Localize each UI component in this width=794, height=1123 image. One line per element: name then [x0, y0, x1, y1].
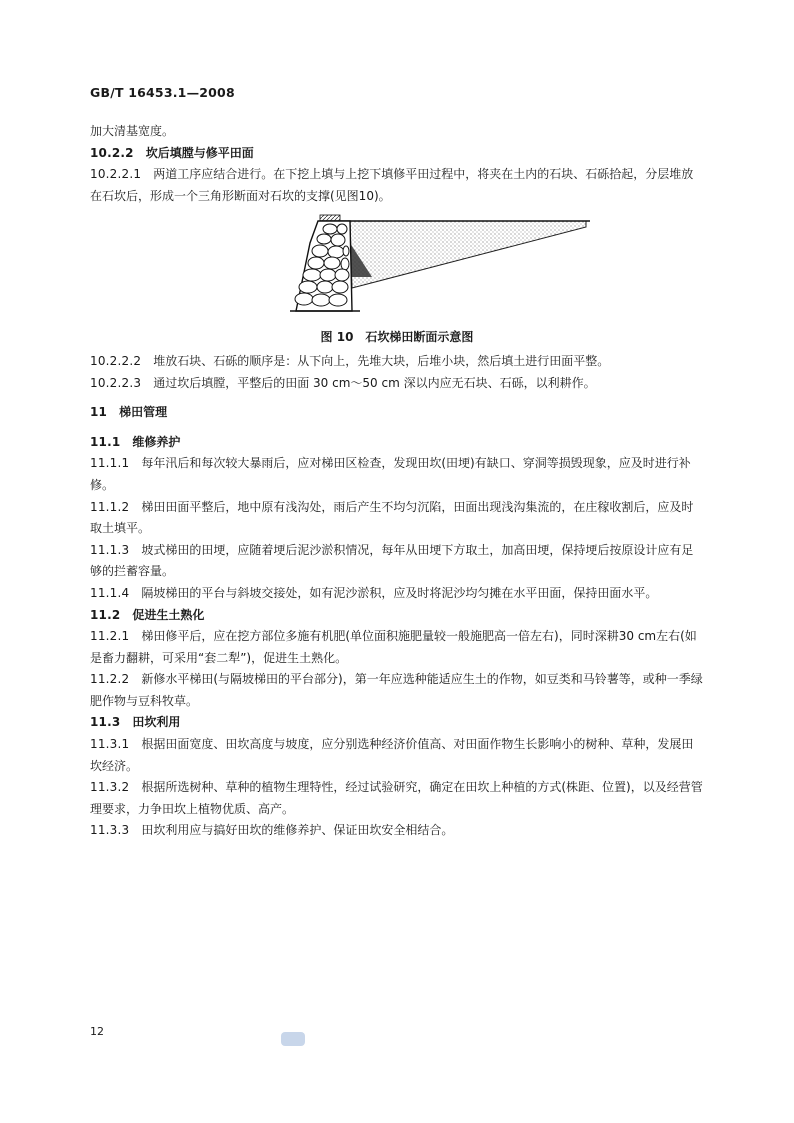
clause-paragraph	[90, 497, 704, 540]
section-heading	[90, 605, 704, 627]
clause-text: 通过坎后填膛，平整后的田面 30 cm～50 cm 深以内应无石块、石砾，以利耕作。	[153, 375, 596, 390]
wall-stone	[295, 293, 313, 305]
clause-paragraph	[90, 121, 704, 143]
section-heading	[90, 432, 704, 454]
wall-stone	[317, 281, 333, 293]
clause-text: 堆放石块、石砾的顺序是：从下向上，先堆大块，后堆小块，然后填土进行田面平整。	[153, 353, 610, 368]
clause-paragraph	[90, 626, 704, 669]
wall-stone	[308, 257, 324, 269]
clause-number: 10.2.2.1	[90, 167, 142, 182]
wall-stone	[317, 234, 331, 244]
clause-text: 梯田管理	[119, 405, 168, 420]
wall-stone	[337, 224, 347, 234]
section-heading	[90, 712, 704, 734]
wall-stone	[341, 258, 349, 270]
wall-stone	[324, 257, 340, 269]
clause-text: 两道工序应结合进行。在下挖上填与上挖下填修平田过程中，将夹在土内的石块、石砾拾起，分层堆放在石坎后，形成一个三角形断面对石坎的支撑(见图10)。	[90, 167, 694, 203]
clause-text: 新修水平梯田(与隔坡梯田的平台部分)，第一年应选种能适应生土的作物，如豆类和马铃薯等，或种一季绿肥作物与豆科牧草。	[90, 672, 703, 708]
clause-text: 维修养护	[132, 434, 181, 449]
clause-number: 11.2.1	[90, 629, 130, 644]
clause-text: 坎后填膛与修平田面	[145, 145, 254, 160]
clause-number: 11.3	[90, 715, 121, 730]
wall-stone	[335, 269, 349, 281]
wall-stone	[323, 224, 337, 234]
clause-text: 田坎利用应与搞好田坎的维修养护、保证田坎安全相结合。	[141, 823, 454, 838]
clause-number: 10.2.2.2	[90, 353, 142, 368]
clause-text: 坡式梯田的田埂，应随着埂后泥沙淤积情况，每年从田埂下方取土，加高田埂，保持埂后按原设计应有足够的拦蓄容量。	[90, 542, 694, 579]
stone-terrace-section-diagram	[290, 213, 594, 313]
document-body	[90, 121, 704, 842]
clause-text: 梯田田面平整后，地中原有浅沟处，雨后产生不均匀沉陷，田面出现浅沟集流的，在庄稼收割后，应及时取土填平。	[90, 499, 694, 536]
figure-caption: 图 10 石坎梯田断面示意图	[320, 330, 474, 345]
wall-cap-hatch	[320, 215, 340, 221]
clause-number: 10.2.2.3	[90, 375, 142, 390]
clause-text: 每年汛后和每次较大暴雨后，应对梯田区检查，发现田坎(田埂)有缺口、穿洞等损毁现象，应及时进行补修。	[90, 456, 691, 492]
wall-stone	[329, 294, 347, 306]
section-heading	[90, 402, 704, 424]
fill-soil-area	[350, 221, 586, 288]
clause-paragraph	[90, 373, 704, 395]
clause-text: 梯田修平后，应在挖方部位多施有机肥(单位面积施肥量较一般施肥高一倍左右)，同时深耕30 cm左右(如是畜力翻耕，可采用“套二犁”)，促进生土熟化。	[90, 629, 697, 665]
clause-text: 促进生土熟化	[132, 607, 205, 622]
wall-stone	[343, 246, 349, 256]
clause-number: 11.1.2	[90, 499, 130, 514]
clause-text: 田坎利用	[132, 715, 181, 730]
clause-number: 11.3.3	[90, 823, 130, 838]
standard-id: GB/T 16453.1—2008	[90, 85, 235, 100]
clause-number: 11.3.1	[90, 737, 130, 752]
sac-logo-watermark	[281, 1032, 305, 1046]
clause-number: 11	[90, 405, 108, 420]
clause-text: 隔坡梯田的平台与斜坡交接处，如有泥沙淤积，应及时将泥沙均匀摊在水平田面，保持田面水平。	[141, 585, 658, 600]
wall-stone	[332, 281, 348, 293]
clause-number: 11.1.1	[90, 456, 130, 471]
clause-paragraph	[90, 540, 704, 583]
clause-number: 11.2.2	[90, 672, 130, 687]
clause-paragraph	[90, 820, 704, 842]
clause-number: 11.1	[90, 434, 121, 449]
section-heading	[90, 143, 704, 165]
wall-stone	[303, 269, 321, 281]
clause-paragraph	[90, 164, 704, 207]
clause-paragraph	[90, 777, 704, 820]
clause-paragraph	[90, 351, 704, 373]
page-number: 12	[90, 1025, 104, 1038]
clause-paragraph	[90, 453, 704, 496]
clause-paragraph	[90, 583, 704, 605]
clause-paragraph	[90, 734, 704, 777]
clause-number: 11.2	[90, 607, 121, 622]
wall-stone	[328, 246, 344, 258]
clause-number: 10.2.2	[90, 145, 134, 160]
clause-paragraph	[90, 669, 704, 712]
wall-stone	[312, 294, 330, 306]
clause-text: 根据所选树种、草种的植物生理特性，经过试验研究，确定在田坎上种植的方式(株距、位置)，以及经营管理要求，力争田坎上植物优质、高产。	[90, 780, 703, 816]
clause-number: 11.3.2	[90, 780, 130, 795]
wall-stone	[331, 234, 345, 246]
wall-stone	[312, 245, 328, 257]
figure-10	[90, 207, 704, 325]
wall-stone	[320, 269, 336, 281]
clause-text: 根据田面宽度、田坎高度与坡度，应分别选种经济价值高、对田面作物生长影响小的树种、草种，发展田坎经济。	[90, 737, 694, 773]
clause-number: 11.1.4	[90, 585, 130, 600]
wall-stone	[299, 281, 317, 293]
clause-text: 加大清基宽度。	[90, 124, 175, 138]
clause-number: 11.1.3	[90, 542, 130, 557]
